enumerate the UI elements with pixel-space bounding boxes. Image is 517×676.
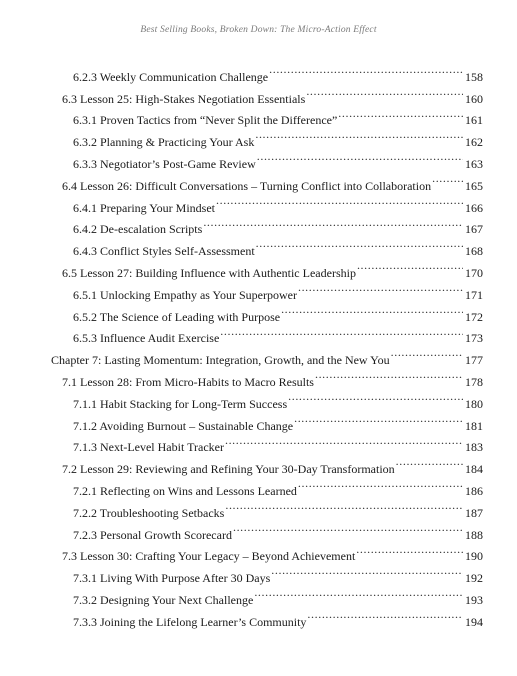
dot-leader <box>269 59 463 81</box>
toc-entry[interactable] <box>73 430 483 455</box>
toc-entry-title: 6.5.1 Unlocking Empathy as Your Superpower <box>73 287 297 302</box>
toc-entry-title: 7.1.2 Avoiding Burnout – Sustainable Change <box>73 418 294 433</box>
toc-entry[interactable] <box>73 103 483 128</box>
toc-entry-title: 7.2.1 Reflecting on Wins and Lessons Learned <box>73 483 297 498</box>
table-of-contents <box>0 59 517 629</box>
toc-entry-title: 6.4.3 Conflict Styles Self-Assessment <box>73 244 255 259</box>
toc-entry[interactable] <box>73 299 483 324</box>
dot-leader <box>298 473 463 495</box>
dot-leader <box>203 212 463 234</box>
dot-leader <box>315 364 463 386</box>
toc-entry[interactable] <box>62 81 483 106</box>
toc-entry[interactable] <box>73 604 483 629</box>
toc-page-number: 180 <box>465 396 483 411</box>
toc-entry[interactable] <box>73 495 483 520</box>
toc-entry[interactable] <box>62 451 483 477</box>
dot-leader <box>357 255 463 277</box>
toc-page-number: 168 <box>465 244 483 259</box>
toc-entry[interactable] <box>73 386 483 411</box>
dot-leader <box>288 386 463 408</box>
dot-leader <box>220 321 463 343</box>
toc-entry-title: 6.3.2 Planning & Practicing Your Ask <box>73 135 255 150</box>
toc-page-number: 172 <box>465 309 483 324</box>
toc-entry-title: 7.2 Lesson 29: Reviewing and Refining Your 30-Day Transformation <box>62 462 395 477</box>
toc-page-number: 161 <box>465 113 483 128</box>
dot-leader <box>396 451 463 473</box>
toc-page-number: 170 <box>465 265 483 280</box>
dot-leader <box>255 124 463 146</box>
toc-page-number: 171 <box>465 287 483 302</box>
toc-entry-title: 7.2.3 Personal Growth Scorecard <box>73 527 232 542</box>
toc-entry-title: 7.3.2 Designing Your Next Challenge <box>73 592 254 607</box>
toc-entry-title: 7.1 Lesson 28: From Micro-Habits to Macro Results <box>62 374 314 389</box>
toc-entry-title: 6.2.3 Weekly Communication Challenge <box>73 69 269 84</box>
toc-entry-title: 6.4.2 De-escalation Scripts <box>73 222 203 237</box>
toc-entry[interactable] <box>73 212 483 237</box>
toc-entry[interactable] <box>73 582 483 607</box>
toc-page-number: 181 <box>465 418 483 433</box>
dot-leader <box>307 604 463 626</box>
toc-page-number: 163 <box>465 156 483 171</box>
toc-entry-title: 6.4 Lesson 26: Difficult Conversations – Turning Conflict into Collaboration <box>62 178 432 193</box>
toc-entry-title: Chapter 7: Lasting Momentum: Integration, Growth, and the New You <box>51 353 390 368</box>
toc-page-number: 194 <box>465 614 483 629</box>
toc-page-number: 192 <box>465 571 483 586</box>
toc-page-number: 167 <box>465 222 483 237</box>
toc-entry-title: 6.3.3 Negotiator’s Post-Game Review <box>73 156 256 171</box>
toc-entry[interactable] <box>73 408 483 433</box>
dot-leader <box>225 495 463 517</box>
toc-entry[interactable] <box>62 539 483 564</box>
toc-entry[interactable] <box>73 517 483 542</box>
toc-entry-title: 7.1.1 Habit Stacking for Long-Term Success <box>73 396 288 411</box>
toc-page-number: 158 <box>465 69 483 84</box>
toc-entry[interactable] <box>62 255 483 280</box>
toc-entry-title: 7.2.2 Troubleshooting Setbacks <box>73 505 225 520</box>
toc-entry[interactable] <box>73 190 483 215</box>
dot-leader <box>257 146 463 168</box>
toc-entry-title: 7.3.1 Living With Purpose After 30 Days <box>73 571 271 586</box>
toc-page-number: 166 <box>465 200 483 215</box>
toc-entry-title: 6.3.1 Proven Tactics from “Never Split the Difference” <box>73 113 338 128</box>
toc-entry[interactable] <box>73 233 483 259</box>
toc-page-number: 190 <box>465 549 483 564</box>
toc-page-number: 187 <box>465 505 483 520</box>
toc-entry[interactable] <box>73 560 483 586</box>
dot-leader <box>356 539 463 561</box>
toc-entry[interactable] <box>62 168 483 193</box>
toc-entry-title: 7.3.3 Joining the Lifelong Learner’s Community <box>73 614 307 629</box>
dot-leader <box>306 81 463 103</box>
toc-entry-title: 6.5 Lesson 27: Building Influence with Authentic Leadership <box>62 265 356 280</box>
toc-entry[interactable] <box>73 146 483 171</box>
toc-page-number: 183 <box>465 440 483 455</box>
toc-page-number: 177 <box>465 353 483 368</box>
toc-page-number: 178 <box>465 374 483 389</box>
dot-leader <box>233 517 463 539</box>
toc-entry[interactable] <box>51 342 483 368</box>
toc-entry-title: 6.3 Lesson 25: High-Stakes Negotiation Essentials <box>62 91 306 106</box>
dot-leader <box>432 168 463 190</box>
toc-entry[interactable] <box>73 321 483 346</box>
dot-leader <box>338 103 463 125</box>
dot-leader <box>256 233 463 255</box>
dot-leader <box>225 430 463 452</box>
dot-leader <box>298 277 463 299</box>
toc-page-number: 186 <box>465 483 483 498</box>
dot-leader <box>281 299 463 321</box>
dot-leader <box>294 408 463 430</box>
toc-entry-title: 6.4.1 Preparing Your Mindset <box>73 200 216 215</box>
toc-entry-title: 6.5.3 Influence Audit Exercise <box>73 331 220 346</box>
dot-leader <box>216 190 463 212</box>
toc-page-number: 162 <box>465 135 483 150</box>
toc-entry[interactable] <box>73 59 483 84</box>
toc-page-number: 193 <box>465 592 483 607</box>
toc-entry[interactable] <box>73 124 483 150</box>
toc-entry-title: 7.3 Lesson 30: Crafting Your Legacy – Beyond Achievement <box>62 549 356 564</box>
toc-entry-title: 6.5.2 The Science of Leading with Purpose <box>73 309 281 324</box>
toc-entry[interactable] <box>73 473 483 498</box>
toc-page-number: 173 <box>465 331 483 346</box>
toc-entry-title: 7.1.3 Next-Level Habit Tracker <box>73 440 224 455</box>
dot-leader <box>391 342 463 364</box>
toc-entry[interactable] <box>73 277 483 302</box>
toc-page-number: 188 <box>465 527 483 542</box>
toc-entry[interactable] <box>62 364 483 389</box>
dot-leader <box>271 560 463 582</box>
running-header: Best Selling Books, Broken Down: The Micro-Action Effect <box>140 25 377 35</box>
toc-page-number: 165 <box>465 178 483 193</box>
dot-leader <box>254 582 463 604</box>
toc-page-number: 160 <box>465 91 483 106</box>
toc-page-number: 184 <box>465 462 483 477</box>
